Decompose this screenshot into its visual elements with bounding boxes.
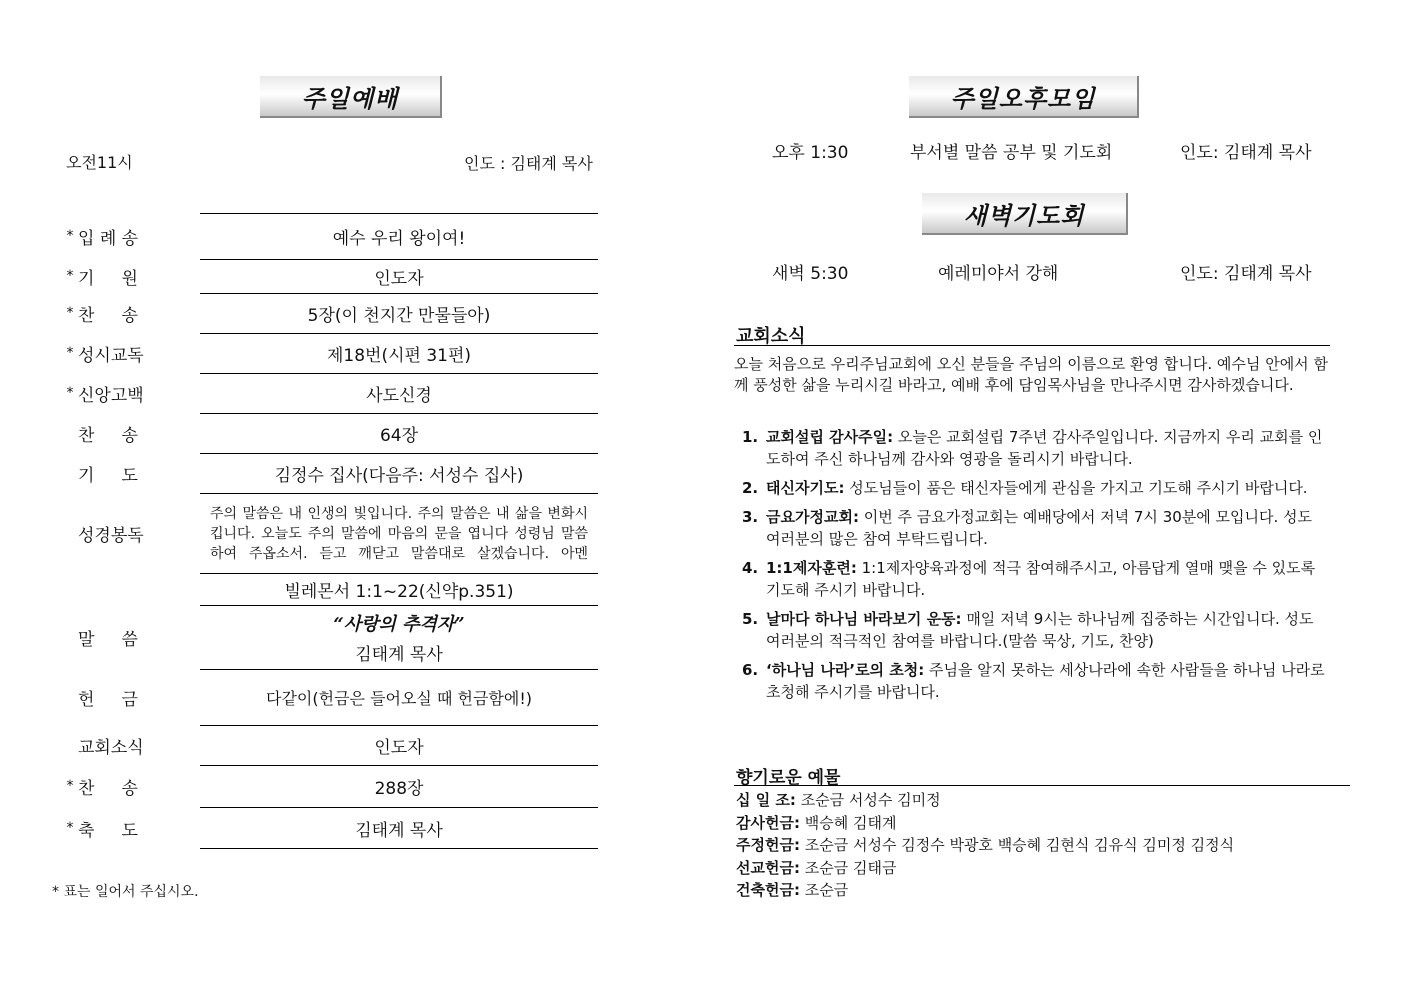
sermon-title: “사랑의 추격자” xyxy=(333,614,465,635)
order-value: 제18번(시편 31편) xyxy=(200,333,598,373)
order-label: * 기 원 xyxy=(66,268,138,289)
sermon-preacher: 김태계 목사 xyxy=(355,645,443,665)
afternoon-title: 주일오후모임 xyxy=(950,84,1096,113)
order-row xyxy=(62,669,598,725)
order-row xyxy=(62,605,598,669)
order-value: 인도자 xyxy=(200,725,598,765)
news-item: 6. ‘하나님 나라’로의 초청: 주님을 알지 못하는 세상나라에 속한 사람들을 하나님 나라로 초청해 주시기를 바랍니다. xyxy=(742,661,1325,701)
offering-heading-rule xyxy=(734,785,1350,786)
order-label: 성경봉독 xyxy=(78,525,144,546)
order-value: 5장(이 천지간 만물들아) xyxy=(200,293,598,333)
offering-row: 선교헌금: 조순금 김태금 xyxy=(736,858,897,877)
order-label: * 찬 송 xyxy=(66,778,138,799)
order-row xyxy=(62,725,598,765)
order-value: 김태계 목사 xyxy=(200,807,598,849)
reading-prayer-text: 주의 말씀은 내 인생의 빛입니다. 주의 말씀은 내 삶을 변화시킵니다. 오늘도 주의 말씀에 마음의 문을 엽니다 성령님 말씀하여 주옵소서. 듣고 깨닫고 말씀대로 살겠습니다. 아멘 xyxy=(210,505,588,562)
dawn-leader: 인도: 김태계 목사 xyxy=(1180,264,1312,284)
news-list xyxy=(742,426,1328,703)
news-heading-rule xyxy=(734,345,1330,346)
afternoon-leader: 인도: 김태계 목사 xyxy=(1180,143,1312,163)
news-item: 5. 날마다 하나님 바라보기 운동: 매일 저녁 9시는 하나님께 집중하는 시간입니다. 성도 여러분의 적극적인 참여를 바랍니다.(말씀 묵상, 기도, 찬양) xyxy=(742,610,1314,650)
scripture-reference: 빌레몬서 1:1~22(신약p.351) xyxy=(200,573,598,605)
dawn-desc: 예레미야서 강해 xyxy=(938,264,1059,284)
dawn-title: 새벽기도회 xyxy=(963,201,1085,230)
order-value: 다같이(헌금은 들어오실 때 헌금함에!) xyxy=(200,669,598,725)
order-row xyxy=(62,493,598,573)
order-label xyxy=(62,573,200,605)
dawn-banner xyxy=(922,193,1128,235)
afternoon-desc: 부서별 말씀 공부 및 기도회 xyxy=(910,143,1113,163)
worship-time: 오전11시 xyxy=(66,153,133,172)
dawn-time: 새벽 5:30 xyxy=(772,264,849,284)
order-value: 예수 우리 왕이여! xyxy=(200,213,598,259)
standing-footnote: * 표는 일어서 주십시오. xyxy=(52,884,199,900)
order-row xyxy=(62,259,598,293)
order-label: 헌 금 xyxy=(78,689,138,710)
offering-heading: 향기로운 예물 xyxy=(736,768,841,788)
order-label: 찬 송 xyxy=(78,425,138,446)
order-row xyxy=(62,333,598,373)
worship-leader: 인도 : 김태계 목사 xyxy=(464,154,593,173)
order-row xyxy=(62,413,598,453)
afternoon-banner xyxy=(909,76,1139,118)
welcome-text: 오늘 처음으로 우리주님교회에 오신 분들을 주님의 이름으로 환영 합니다. 예수님 안에서 함께 풍성한 삶을 누리시길 바라고, 예배 후에 담임목사님을 만나주시면 감사하겠습니다. xyxy=(734,355,1328,394)
news-item: 1. 교회설립 감사주일: 오늘은 교회설립 7주년 감사주일입니다. 지금까지 우리 교회를 인도하여 주신 하나님께 감사와 영광을 돌리시기 바랍니다. xyxy=(742,428,1323,468)
order-row xyxy=(62,453,598,493)
order-row xyxy=(62,293,598,333)
order-row xyxy=(62,807,598,849)
order-value: 김정수 집사(다음주: 서성수 집사) xyxy=(200,453,598,493)
order-value: 64장 xyxy=(200,413,598,453)
offering-list xyxy=(736,789,1234,902)
offering-row: 건축헌금: 조순금 xyxy=(736,881,849,899)
worship-banner xyxy=(260,76,442,118)
order-label: * 입 례 송 xyxy=(66,228,139,249)
news-item: 4. 1:1제자훈련: 1:1제자양육과정에 적극 참여해주시고, 아름답게 열매 맺을 수 있도록 기도해 주시기 바랍니다. xyxy=(742,559,1316,599)
order-value: 인도자 xyxy=(200,259,598,293)
worship-title: 주일예배 xyxy=(301,84,399,113)
order-value xyxy=(200,605,598,669)
order-row xyxy=(62,373,598,413)
news-item: 3. 금요가정교회: 이번 주 금요가정교회는 예배당에서 저녁 7시 30분에 모입니다. 성도 여러분의 많은 참여 부탁드립니다. xyxy=(742,508,1313,548)
order-value xyxy=(200,493,598,573)
order-row xyxy=(62,765,598,807)
afternoon-time: 오후 1:30 xyxy=(772,143,849,163)
order-label: 기 도 xyxy=(78,465,138,486)
news-heading: 교회소식 xyxy=(736,326,806,347)
order-label: * 축 도 xyxy=(66,820,138,841)
offering-row: 십 일 조: 조순금 서성수 김미정 xyxy=(736,791,941,809)
worship-order-table xyxy=(62,213,598,849)
offering-row: 감사헌금: 백승혜 김태계 xyxy=(736,813,897,832)
order-label: 교회소식 xyxy=(78,737,144,758)
order-value: 288장 xyxy=(200,765,598,807)
offering-row: 주정헌금: 조순금 서성수 김정수 박광호 백승혜 김현식 김유식 김미정 김정식 xyxy=(736,836,1235,854)
order-label: * 성시교독 xyxy=(66,345,144,366)
order-row xyxy=(62,573,598,605)
order-label: * 신앙고백 xyxy=(66,385,144,406)
order-value: 사도신경 xyxy=(200,373,598,413)
order-label: 말 씀 xyxy=(78,629,138,650)
order-row xyxy=(62,213,598,259)
news-item: 2. 태신자기도: 성도님들이 품은 태신자들에게 관심을 가지고 기도해 주시기 바랍니다. xyxy=(742,479,1308,497)
order-label: * 찬 송 xyxy=(66,305,138,326)
